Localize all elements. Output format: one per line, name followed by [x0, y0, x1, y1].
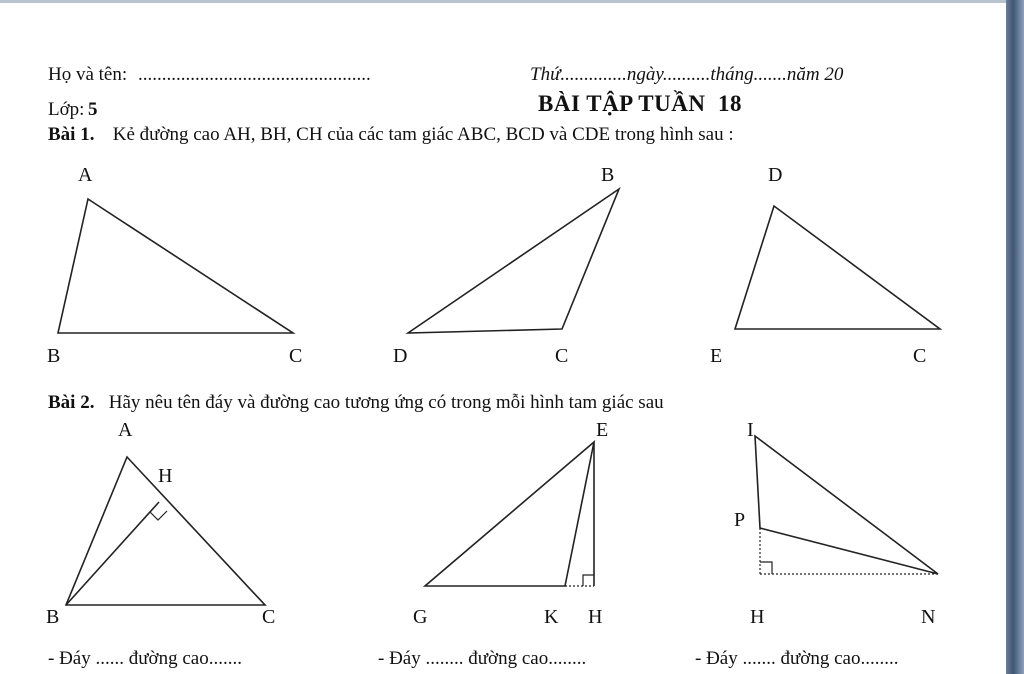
label-h: H	[158, 465, 173, 487]
label-a: A	[118, 419, 133, 441]
label-d: D	[393, 345, 408, 367]
name-label: Họ và tên:	[48, 64, 128, 85]
right-angle-mark	[150, 511, 167, 520]
page-title: BÀI TẬP TUẦN 18	[538, 91, 742, 116]
triangle-egk	[425, 442, 594, 586]
label-c: C	[555, 345, 569, 367]
right-angle-mark	[760, 562, 772, 574]
triangle-bcd	[408, 189, 619, 333]
label-i: I	[747, 419, 754, 441]
class-value: 5	[88, 99, 98, 120]
label-c: C	[289, 345, 303, 367]
triangle-inp	[755, 436, 938, 574]
label-b: B	[47, 345, 61, 367]
label-h: H	[750, 606, 765, 628]
label-d: D	[768, 164, 783, 186]
answer-line-3: - Đáy ....... đường cao........	[695, 648, 899, 669]
label-a: A	[78, 164, 93, 186]
class-label: Lớp:	[48, 99, 85, 120]
triangle-cde	[735, 206, 940, 329]
date-line: Thứ..............ngày..........tháng.......năm 20	[530, 64, 844, 85]
triangle-abc	[58, 199, 293, 333]
label-c: C	[913, 345, 927, 367]
label-g: G	[413, 606, 428, 628]
window-right-border	[1006, 0, 1024, 674]
label-e: E	[596, 419, 609, 441]
answer-line-1: - Đáy ...... đường cao.......	[48, 648, 242, 669]
exercise1-text: Kẻ đường cao AH, BH, CH của các tam giác ABC, BCD và CDE trong hình sau :	[108, 124, 734, 145]
exercise2-text: Hãy nêu tên đáy và đường cao tương ứng có trong mỗi hình tam giác sau	[104, 392, 664, 413]
label-k: K	[544, 606, 559, 628]
exercise1-number: Bài 1.	[48, 124, 95, 145]
label-c: C	[262, 606, 276, 628]
label-h: H	[588, 606, 603, 628]
exercise2-number: Bài 2.	[48, 392, 95, 413]
altitude-bh	[66, 502, 159, 605]
label-p: P	[734, 509, 746, 531]
label-b: B	[46, 606, 60, 628]
answer-line-2: - Đáy ........ đường cao........	[378, 648, 587, 669]
name-dots: .................................................	[138, 64, 371, 85]
label-e: E	[710, 345, 723, 367]
right-angle-mark	[583, 575, 594, 586]
label-n: N	[921, 606, 936, 628]
label-b: B	[601, 164, 615, 186]
